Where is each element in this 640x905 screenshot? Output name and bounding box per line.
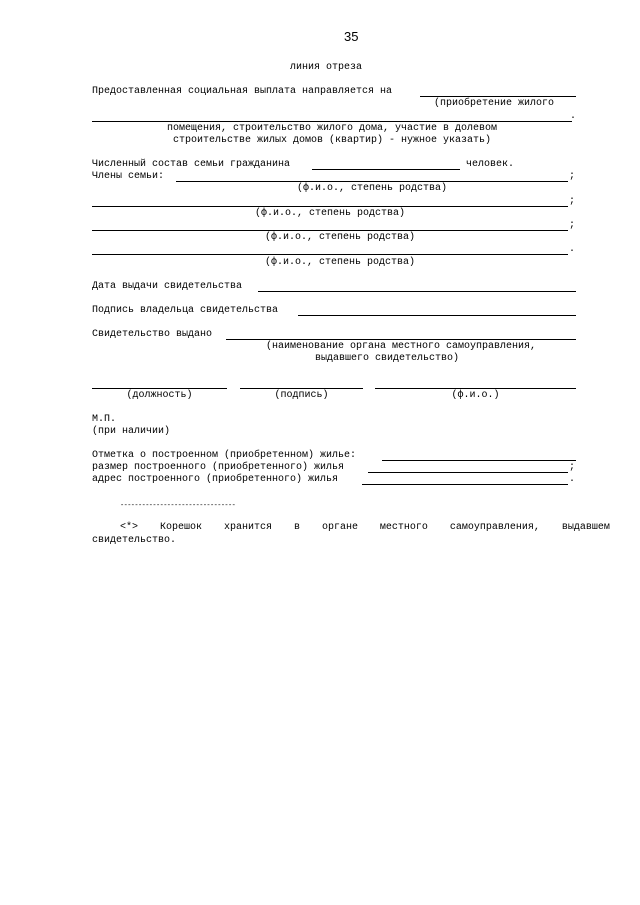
housing-size-label: размер построенного (приобретенного) жилья xyxy=(92,462,345,473)
official-signature-hint: (подпись) xyxy=(274,390,329,401)
footnote-word: местного xyxy=(379,522,428,533)
official-position-hint: (должность) xyxy=(126,390,193,401)
family-member-hint-4: (ф.и.о., степень родства) xyxy=(264,257,416,268)
issued-by-label: Свидетельство выдано xyxy=(92,329,213,340)
family-members-label: Члены семьи: xyxy=(92,171,165,182)
family-end: . xyxy=(569,244,576,255)
family-member-hint-3: (ф.и.о., степень родства) xyxy=(264,232,416,243)
footnote-word: в xyxy=(293,522,300,533)
payment-purpose-field[interactable] xyxy=(420,96,576,97)
housing-end: . xyxy=(569,474,576,485)
footnote-rule: -------------------------------- xyxy=(120,502,236,510)
housing-size-field[interactable] xyxy=(368,472,568,473)
family-member-field-4[interactable] xyxy=(92,254,568,255)
family-sep-3: ; xyxy=(569,220,576,231)
issued-by-hint-1: (наименование органа местного самоуправления, xyxy=(265,341,537,352)
footnote-word: самоуправления, xyxy=(449,522,540,533)
cut-line-label: линия отреза xyxy=(290,62,363,73)
family-sep-1: ; xyxy=(569,171,576,182)
payment-hint-3: строительстве жилых домов (квартир) - нужное указать) xyxy=(172,135,492,146)
official-name-hint: (ф.и.о.) xyxy=(451,390,500,401)
footnote-word: органе xyxy=(321,522,358,533)
housing-mark-label: Отметка о построенном (приобретенном) жилье: xyxy=(92,450,357,461)
family-size-unit: человек. xyxy=(466,159,515,170)
payment-purpose-field-2[interactable] xyxy=(92,121,572,122)
payment-end: . xyxy=(570,111,577,122)
housing-sep: ; xyxy=(569,462,576,473)
page-number: 35 xyxy=(344,29,359,44)
stamp-mark: М.П. xyxy=(92,414,117,425)
official-signature-field[interactable] xyxy=(240,388,363,389)
family-size-label: Численный состав семьи гражданина xyxy=(92,159,291,170)
issue-date-field[interactable] xyxy=(258,291,576,292)
family-sep-2: ; xyxy=(569,196,576,207)
owner-signature-label: Подпись владельца свидетельства xyxy=(92,305,279,316)
footnote-word: выдавшем xyxy=(561,522,610,533)
stamp-note: (при наличии) xyxy=(92,426,171,437)
housing-address-label: адрес построенного (приобретенного) жилья xyxy=(92,474,339,485)
family-member-field-2[interactable] xyxy=(92,206,568,207)
payment-hint-1: (приобретение жилого xyxy=(434,98,555,109)
issued-by-field[interactable] xyxy=(226,339,576,340)
payment-hint-2: помещения, строительство жилого дома, участие в долевом xyxy=(166,123,498,134)
issue-date-label: Дата выдачи свидетельства xyxy=(92,281,243,292)
footnote-line-1 xyxy=(92,522,610,534)
official-position-field[interactable] xyxy=(92,388,227,389)
family-member-hint-1: (ф.и.о., степень родства) xyxy=(296,183,448,194)
housing-mark-field[interactable] xyxy=(382,460,576,461)
housing-address-field[interactable] xyxy=(362,484,568,485)
issued-by-hint-2: выдавшего свидетельство) xyxy=(314,353,460,364)
footnote-line-2: свидетельство. xyxy=(92,535,177,546)
family-member-field-3[interactable] xyxy=(92,230,568,231)
payment-label: Предоставленная социальная выплата направляется на xyxy=(92,86,393,97)
family-member-field-1[interactable] xyxy=(176,181,568,182)
footnote-word: <*> xyxy=(120,522,139,533)
family-size-field[interactable] xyxy=(312,169,460,170)
footnote-word: хранится xyxy=(223,522,272,533)
family-member-hint-2: (ф.и.о., степень родства) xyxy=(254,208,406,219)
official-name-field[interactable] xyxy=(375,388,576,389)
footnote-word: Корешок xyxy=(159,522,202,533)
owner-signature-field[interactable] xyxy=(298,315,576,316)
